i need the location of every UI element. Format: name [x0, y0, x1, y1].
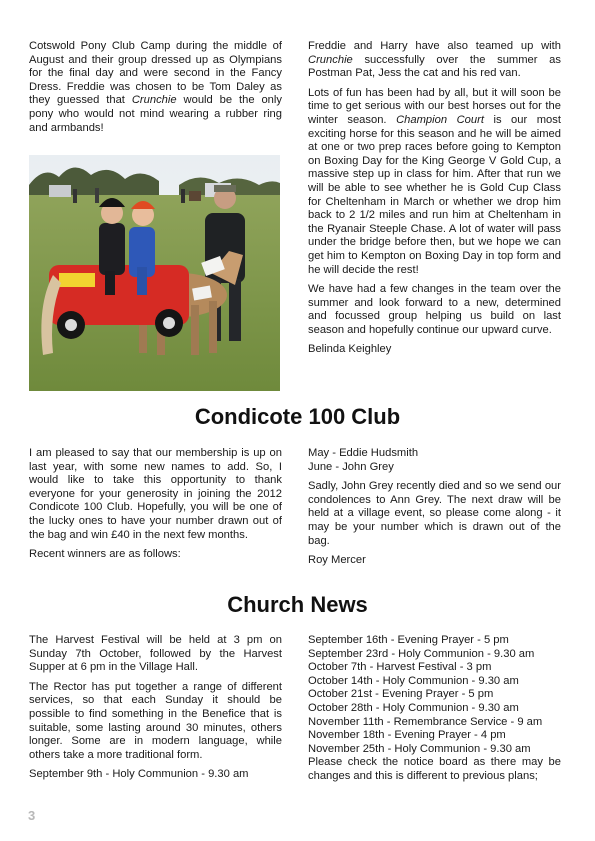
pony-fancy-dress-photo: [29, 155, 280, 391]
club100-right-column: [308, 447, 561, 574]
club100-signature: Roy Mercer: [308, 554, 366, 567]
service-item: October 14th - Holy Communion - 9.30 am: [308, 674, 519, 687]
club100-winners-list: [308, 447, 561, 474]
church-right-column: [308, 634, 561, 790]
service-item: November 11th - Remembrance Service - 9 am: [308, 715, 543, 728]
club100-winner: May - Eddie Hudsmith: [308, 447, 419, 459]
club100-winners-intro: Recent winners are as follows:: [29, 548, 181, 561]
club100-condolences-paragraph: Sadly, John Grey recently died and so we send our condolences to Ann Grey. The next draw will be held at a village event, so please come along - it may be your number which is drawn out of the bag.: [308, 480, 561, 547]
service-item: September 16th - Evening Prayer - 5 pm: [308, 634, 509, 646]
church-services-paragraph: The Rector has put together a range of different services, so that each Sunday it should be possible to find something in the Benefice that is suitable, some lasting around 30 minutes, others longer. Some are in modern language, while others take a more traditional form.: [29, 680, 282, 761]
service-item: October 28th - Holy Communion - 9.30 am: [308, 701, 519, 714]
page-number: 3: [28, 808, 36, 823]
service-item: September 23rd - Holy Communion - 9.30 am: [308, 647, 535, 660]
church-news-heading: Church News: [227, 592, 368, 617]
pony-club-team-paragraph: We have had a few changes in the team over the summer and look forward to a new, determined and focussed group helping us build on last season and hopefully continue our upward curve.: [308, 283, 561, 336]
club100-left-column: [29, 447, 282, 568]
service-item: November 18th - Evening Prayer - 4 pm: [308, 729, 506, 742]
pony-club-signature: Belinda Keighley: [308, 343, 392, 356]
church-harvest-paragraph: The Harvest Festival will be held at 3 pm on Sunday 7th October, followed by the Harvest Supper at 6 pm in the Village Hall.: [29, 634, 282, 674]
club100-membership-paragraph: I am pleased to say that our membership is up on last year, with some new names to add. So, I would like to take this opportunity to thank everyone for your generosity in joining the 2012 Condicote 100 Club. Hopefully, you will be one of the lucky ones to have your number drawn out of the bag and win £40 in the next few months.: [29, 447, 282, 541]
club100-heading: Condicote 100 Club: [194, 404, 401, 429]
church-left-column: [29, 634, 282, 788]
church-notice-paragraph: Please check the notice board as there may be changes and this is different to previous plans;: [308, 756, 561, 782]
service-item: October 21st - Evening Prayer - 5 pm: [308, 688, 494, 701]
pony-club-left-column: [29, 40, 282, 141]
pony-club-intro-paragraph: Cotswold Pony Club Camp during the middle of August and their group dressed up as Olympians for the final day and were second in the Fancy Dress. Freddie was chosen to be Tom Daley as they guessed that Crunchie would be the only pony who would not mind wearing a rubber ring and armbands!: [29, 40, 282, 134]
service-item: October 7th - Harvest Festival - 3 pm: [308, 661, 492, 674]
pony-club-postman-pat-paragraph: Freddie and Harry have also teamed up with Crunchie successfully over the summer as Postman Pat, Jess the cat and his red van.: [308, 40, 561, 80]
club100-winner: June - John Grey: [308, 460, 394, 473]
church-first-service: September 9th - Holy Communion - 9.30 am: [29, 768, 249, 781]
pony-club-right-column: [308, 40, 561, 363]
pony-club-winter-season-paragraph: Lots of fun has been had by all, but it will soon be time to get serious with our best horses out for the winter season. Champion Court is our most exciting horse for this season and he will be aimed at one or two prep races before going to Kempton on Boxing Day for the King George V Gold Cup, a massive step up in class for him. After that run we will be able to see whether he is Gold Cup Class for Cheltenham in March or whether we drop him back to 2 1/2 miles and run him at Cheltenham in the Ryanair Steeple Chase. A lot of water will pass under the bridge before then, but we hope we can get him to Kempton on Boxing Day in top form and he will decide the rest!: [308, 86, 561, 276]
service-item: November 25th - Holy Communion - 9.30 am: [308, 742, 531, 755]
church-services-list: [308, 634, 561, 756]
